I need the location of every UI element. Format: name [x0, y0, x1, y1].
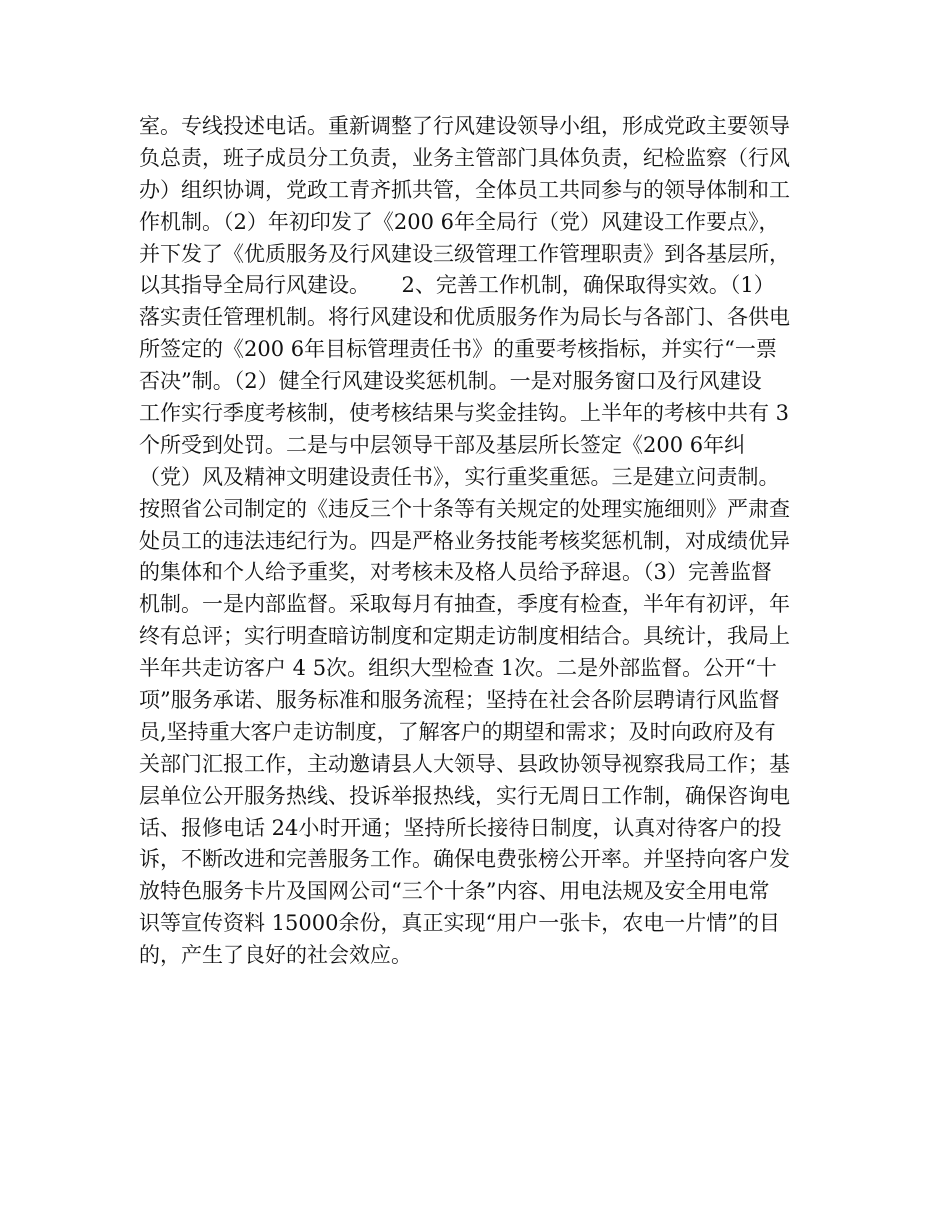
text-line: 识等宣传资料 15000余份，真正实现“用户一张卡，农电一片情”的目	[139, 911, 780, 936]
text-line: 项”服务承诺、服务标准和服务流程；坚持在社会各阶层聘请行风监督	[139, 688, 780, 713]
body-text	[139, 111, 829, 972]
text-line: 诉，不断改进和完善服务工作。确保电费张榜公开率。并坚持向客户发	[139, 847, 790, 872]
text-line: 工作实行季度考核制，使考核结果与奖金挂钩。上半年的考核中共有 3	[139, 401, 790, 426]
text-line: 个所受到处罚。二是与中层领导干部及基层所长签定《200 6年纠	[139, 432, 746, 457]
text-line: 所签定的《200 6年目标管理责任书》的重要考核指标，并实行“一票	[139, 337, 777, 362]
text-line: 关部门汇报工作，主动邀请县人大领导、县政协领导视察我局工作；基	[139, 751, 790, 776]
text-line: 机制。一是内部监督。采取每月有抽查，季度有检查，半年有初评，年	[139, 592, 790, 617]
text-line: 办）组织协调，党政工青齐抓共管，全体员工共同参与的领导体制和工	[139, 177, 790, 202]
text-line: 的，产生了良好的社会效应。	[139, 943, 412, 968]
text-line: （党）风及精神文明建设责任书》，实行重奖重惩。三是建立问责制。	[139, 464, 780, 489]
text-line: 以其指导全局行风建设。 2、完善工作机制，确保取得实效。（1）	[139, 273, 775, 298]
text-line: 员,坚持重大客户走访制度，了解客户的期望和需求；及时向政府及有	[139, 719, 776, 744]
text-line: 层单位公开服务热线、投诉举报热线，实行无周日工作制，确保咨询电	[139, 783, 790, 808]
text-line: 处员工的违法违纪行为。四是严格业务技能考核奖惩机制，对成绩优异	[139, 528, 790, 553]
text-line: 半年共走访客户 4 5次。组织大型检查 1次。二是外部监督。公开“十	[139, 656, 777, 681]
text-line: 话、报修电话 24小时开通；坚持所长接待日制度，认真对待客户的投	[139, 815, 782, 840]
text-line: 放特色服务卡片及国网公司“三个十条”内容、用电法规及安全用电常	[139, 879, 770, 904]
text-line: 并下发了《优质服务及行风建设三级管理工作管理职责》到各基层所，	[139, 241, 790, 266]
text-line: 室。专线投述电话。重新调整了行风建设领导小组，形成党政主要领导	[139, 114, 790, 138]
text-line: 落实责任管理机制。将行风建设和优质服务作为局长与各部门、各供电	[139, 305, 790, 330]
text-line: 终有总评；实行明查暗访制度和定期走访制度相结合。具统计，我局上	[139, 624, 790, 649]
text-line: 否决”制。（2）健全行风建设奖惩机制。一是对服务窗口及行风建设	[139, 369, 762, 394]
text-line: 按照省公司制定的《违反三个十条等有关规定的处理实施细则》严肃查	[139, 496, 790, 521]
text-line: 负总责，班子成员分工负责，业务主管部门具体负责，纪检监察（行风	[139, 145, 790, 170]
text-line: 的集体和个人给予重奖，对考核未及格人员给予辞退。（3）完善监督	[139, 560, 772, 585]
text-line: 作机制。（2）年初印发了《200 6年全局行（党）风建设工作要点》，	[139, 209, 780, 234]
